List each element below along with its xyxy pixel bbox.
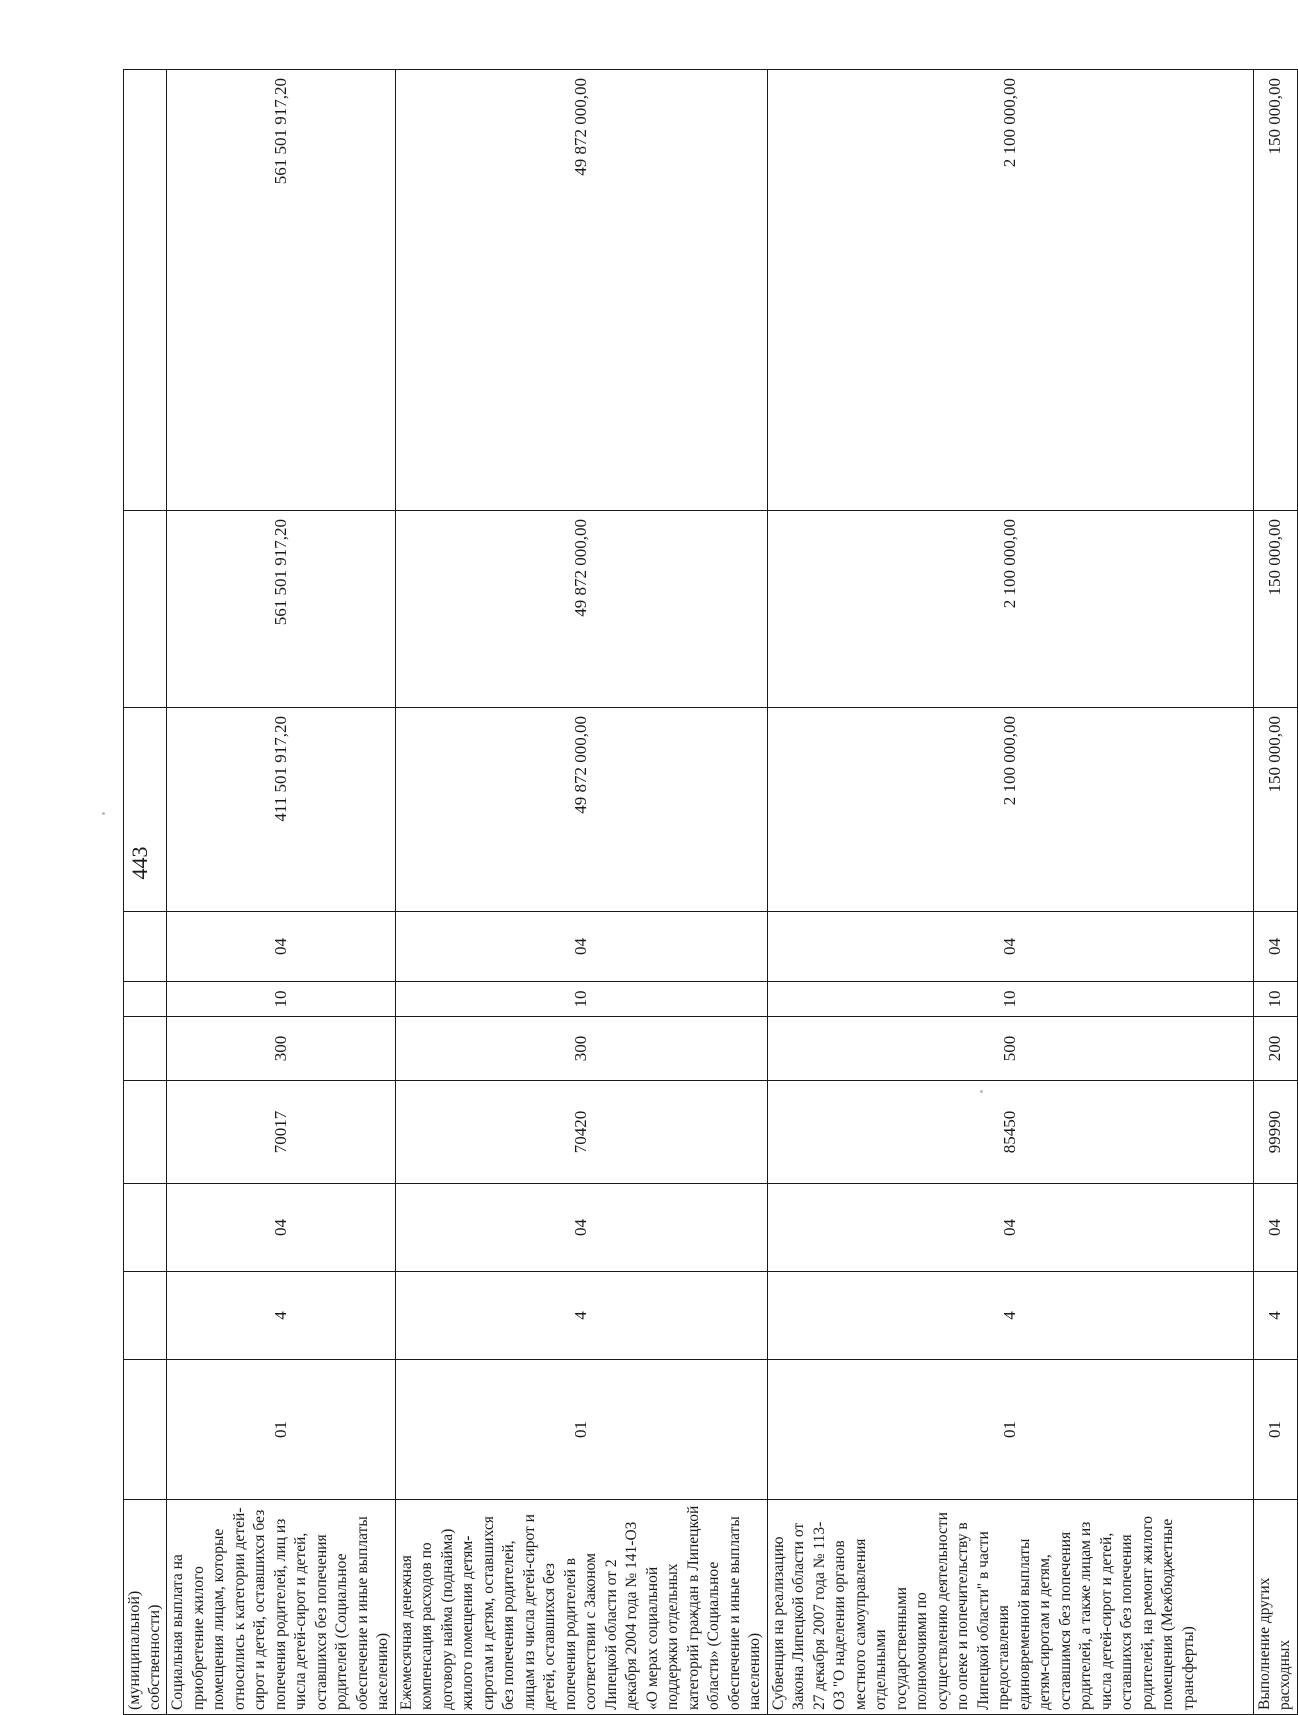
amount-cell: 561 501 917,20 [167, 70, 396, 511]
amount-cell: 2 100 000,00 [767, 708, 1253, 912]
code-cell: 01 [1253, 1360, 1297, 1500]
table-cell [124, 912, 167, 982]
page-number: 443 [127, 846, 152, 880]
table-cell [124, 511, 167, 708]
table-row [395, 70, 767, 1715]
amount-cell: 2 100 000,00 [767, 511, 1253, 708]
amount-cell: 2 100 000,00 [767, 70, 1253, 511]
amount-cell: 411 501 917,20 [167, 708, 396, 912]
code-cell: 01 [395, 1360, 767, 1500]
table-row [1253, 70, 1297, 1715]
code-cell: 04 [167, 1184, 396, 1272]
code-cell: 10 [1253, 982, 1297, 1017]
table-cell [124, 1017, 167, 1081]
code-cell: 01 [767, 1360, 1253, 1500]
code-cell: 04 [767, 1184, 1253, 1272]
table-cell [124, 1272, 167, 1360]
header-cell: (муниципальной) собственности) [124, 1500, 167, 1715]
table-cell [124, 708, 167, 912]
code-cell: 99990 [1253, 1081, 1297, 1184]
code-cell: 70420 [395, 1081, 767, 1184]
table-cell [124, 1081, 167, 1184]
code-cell: 300 [395, 1017, 767, 1081]
code-cell: 4 [167, 1272, 396, 1360]
code-cell: 10 [395, 982, 767, 1017]
code-cell: 4 [767, 1272, 1253, 1360]
code-cell: 4 [395, 1272, 767, 1360]
row-description: Субвенция на реализацию Закона Липецкой области от 27 декабря 2007 года № 113-ОЗ "О наделении органов местного самоуправления отдельными государственными полномочиями по осуществлению деятельности по опеке и попечительству в Липецкой области" в части предоставления единовременной выплаты детям-сиротам и детям, оставшимся без попечения родителей, а также лицам из числа детей-сирот и детей, оставшихся без попечения родителей, на ремонт жилого помещения (Межбюджетные трансферты) [767, 1500, 1253, 1715]
table-row [124, 70, 167, 1715]
scan-speck [102, 812, 105, 815]
code-cell: 200 [1253, 1017, 1297, 1081]
code-cell: 500 [767, 1017, 1253, 1081]
budget-table-wrapper [123, 70, 1293, 1715]
code-cell: 85450 [767, 1081, 1253, 1184]
code-cell: 10 [767, 982, 1253, 1017]
budget-table [123, 69, 1298, 1715]
amount-cell: 150 000,00 [1253, 70, 1297, 511]
row-description: Социальная выплата на приобретение жилого помещения лицам, которые относились к категории детей-сирот и детей, оставшихся без попечения родителей, лиц из числа детей-сирот и детей, оставшихся без попечения родителей (Социальное обеспечение и иные выплаты населению) [167, 1500, 396, 1715]
table-row [167, 70, 396, 1715]
table-cell [124, 70, 167, 511]
table-cell [124, 1360, 167, 1500]
code-cell: 01 [167, 1360, 396, 1500]
code-cell: 04 [1253, 1184, 1297, 1272]
amount-cell: 150 000,00 [1253, 708, 1297, 912]
code-cell: 70017 [167, 1081, 396, 1184]
row-description: Выполнение других расходных [1253, 1500, 1297, 1715]
amount-cell: 49 872 000,00 [395, 708, 767, 912]
code-cell: 10 [167, 982, 396, 1017]
table-cell [124, 1184, 167, 1272]
amount-cell: 561 501 917,20 [167, 511, 396, 708]
code-cell: 04 [767, 912, 1253, 982]
table-row [767, 70, 1253, 1715]
code-cell: 04 [395, 912, 767, 982]
code-cell: 300 [167, 1017, 396, 1081]
code-cell: 04 [1253, 912, 1297, 982]
code-cell: 04 [395, 1184, 767, 1272]
amount-cell: 49 872 000,00 [395, 511, 767, 708]
code-cell: 4 [1253, 1272, 1297, 1360]
row-description: Ежемесячная денежная компенсация расходов по договору найма (поднайма) жилого помещения детям-сиротам и детям, оставшихся без попечения родителей, лицам из числа детей-сирот и детей, оставшихся без попечения родителей в соответствии с Законом Липецкой области от 2 декабря 2004 года № 141-ОЗ «О мерах социальной поддержки отдельных категорий граждан в Липецкой области» (Социальное обеспечение и иные выплаты населению) [395, 1500, 767, 1715]
amount-cell: 49 872 000,00 [395, 70, 767, 511]
amount-cell: 150 000,00 [1253, 511, 1297, 708]
scan-speck [980, 1090, 983, 1093]
table-cell [124, 982, 167, 1017]
code-cell: 04 [167, 912, 396, 982]
